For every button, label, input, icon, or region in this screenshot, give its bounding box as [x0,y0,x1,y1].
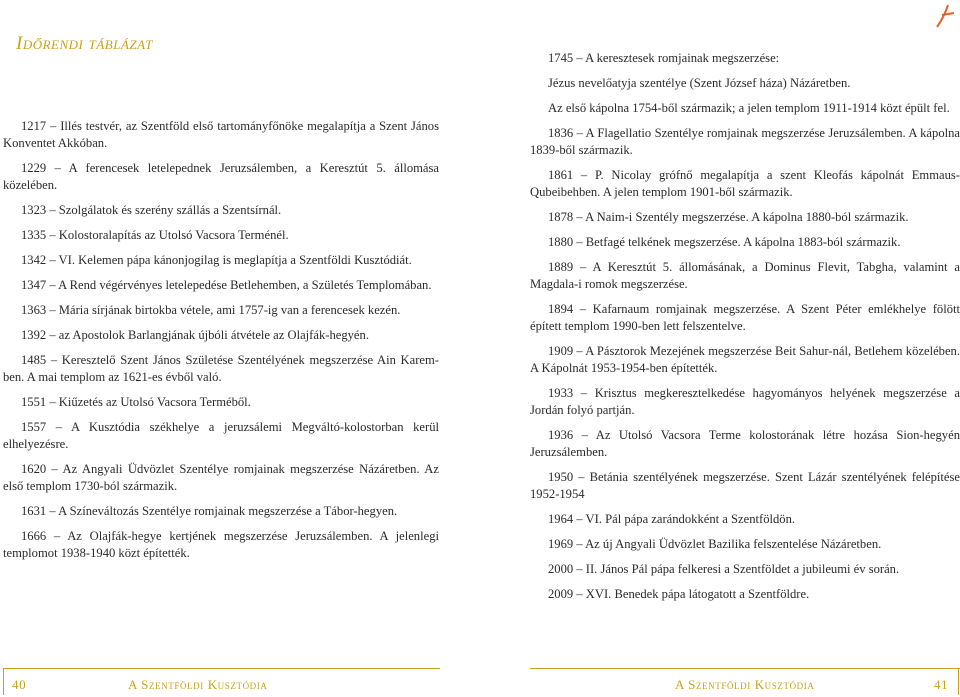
section-title: Időrendi táblázat [16,33,153,54]
timeline-entry: 1631 – A Színeváltozás Szentélye romjainak megszerzése a Tábor-hegyen. [21,504,398,518]
left-timeline-column [3,118,439,570]
footer-corner-left [3,668,4,695]
timeline-entry: Jézus nevelőatyja szentélye (Szent József háza) Názáretben. [548,76,851,90]
timeline-entry: 1620 – Az Angyali Üdvözlet Szentélye romjainak megszerzése Názáretben. Az első templom 1730-ból származik. [3,462,439,493]
footer-divider-right [530,668,960,669]
right-timeline-column [530,50,960,611]
running-title-left: A Szentföldi Kusztódia [128,677,268,692]
corner-decoration-icon [934,3,956,29]
footer-divider-left [3,668,440,669]
timeline-entry: 1861 – P. Nicolay grófnő megalapítja a szent Kleofás kápolnát Emmaus-Qubeibehben. A jelen templom 1901-ből származik. [530,168,960,199]
timeline-entry: 1551 – Kiűzetés az Utolsó Vacsora Terméből. [21,395,251,409]
timeline-entry: 1964 – VI. Pál pápa zarándokként a Szentföldön. [548,512,796,526]
page-number-left: 40 [12,677,27,692]
timeline-entry: 1950 – Betánia szentélyének megszerzése. Szent Lázár szentélyének felépítése 1952-1954 [530,470,960,501]
timeline-entry: 2009 – XVI. Benedek pápa látogatott a Szentföldre. [548,587,810,601]
timeline-entry: 1909 – A Pásztorok Mezejének megszerzése Beit Sahur-nál, Betlehem közelében. A Kápolnát 1953-1954-ben építették. [530,344,960,375]
timeline-entry: 1217 – Illés testvér, az Szentföld első tartományfőnöke megalapítja a Szent János Konventet Akkóban. [3,119,439,150]
timeline-entry: 1894 – Kafarnaum romjainak megszerzése. A Szent Péter emlékhelye fölött épített templom 1990-ben lett felszentelve. [530,302,960,333]
page-footer [0,668,960,697]
timeline-entry: 1229 – A ferencesek letelepednek Jeruzsálemben, a Keresztút 5. állomása közelében. [3,161,439,192]
timeline-entry: 1342 – VI. Kelemen pápa kánonjogilag is meglapítja a Szentföldi Kusztódiát. [21,253,412,267]
timeline-entry: 1666 – Az Olajfák-hegye kertjének megszerzése Jeruzsálemben. A jelenlegi templomot 1938-1940 közt építették. [3,529,439,560]
timeline-entry: 1335 – Kolostoralapítás az Utolsó Vacsora Terménél. [21,228,289,242]
timeline-entry: 1836 – A Flagellatio Szentélye romjainak megszerzése Jeruzsálemben. A kápolna 1839-ből származik. [530,126,960,157]
timeline-entry: 1878 – A Naim-i Szentély megszerzése. A kápolna 1880-ból származik. [548,210,909,224]
timeline-entry: Az első kápolna 1754-ből származik; a jelen templom 1911-1914 közt épült fel. [548,101,950,115]
timeline-entry: 1557 – A Kusztódia székhelye a jeruzsálemi Megváltó-kolostorban kerül elhelyezésre. [3,420,439,451]
timeline-entry: 1323 – Szolgálatok és szerény szállás a Szentsírnál. [21,203,282,217]
timeline-entry: 1745 – A keresztesek romjainak megszerzése: [548,51,780,65]
timeline-entry: 2000 – II. János Pál pápa felkeresi a Szentföldet a jubileumi év során. [548,562,900,576]
timeline-entry: 1933 – Krisztus megkeresztelkedése hagyományos helyének megszerzése a Jordán folyó partján. [530,386,960,417]
timeline-entry: 1969 – Az új Angyali Üdvözlet Bazilika felszentelése Názáretben. [548,537,882,551]
timeline-entry: 1347 – A Rend végérvényes letelepedése Betlehemben, a Születés Templomában. [21,278,432,292]
timeline-entry: 1889 – A Keresztút 5. állomásának, a Dominus Flevit, Tabgha, valamint a Magdala-i romok megszerzése. [530,260,960,291]
timeline-entry: 1880 – Betfagé telkének megszerzése. A kápolna 1883-ból származik. [548,235,901,249]
footer-corner-right [958,668,959,695]
timeline-entry: 1392 – az Apostolok Barlangjának újbóli átvétele az Olajfák-hegyén. [21,328,369,342]
page-number-right: 41 [934,677,949,692]
timeline-entry: 1363 – Mária sírjának birtokba vétele, ami 1757-ig van a ferencesek kezén. [21,303,401,317]
running-title-right: A Szentföldi Kusztódia [675,677,815,692]
timeline-entry: 1936 – Az Utolsó Vacsora Terme kolostorának létre hozása Sion-hegyén Jeruzsálemben. [530,428,960,459]
timeline-entry: 1485 – Keresztelő Szent János Születése Szentélyének megszerzése Ain Karem-ben. A mai templom az 1621-es évből való. [3,353,439,384]
